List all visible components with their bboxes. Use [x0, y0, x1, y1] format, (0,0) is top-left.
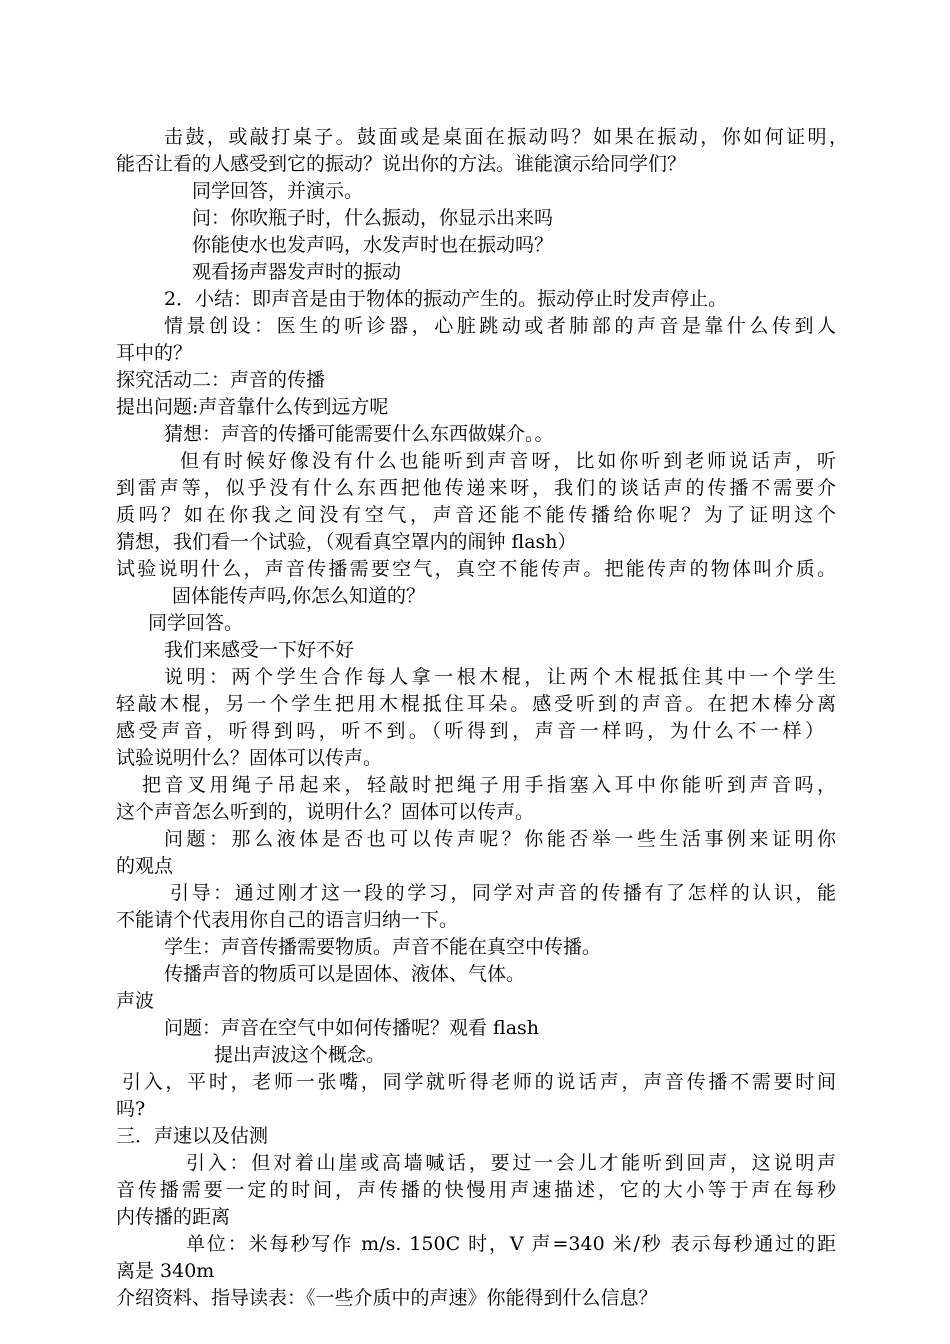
- paragraph-line: 提出声波这个概念。: [214, 1044, 386, 1066]
- paragraph-line: 这个声音怎么听到的，说明什么？固体可以传声。: [116, 801, 535, 823]
- paragraph-line: 引入：但对着山崖或高墙喊话，要过一会儿才能听到回声，这说明声: [186, 1152, 836, 1174]
- section-heading: 探究活动二：声音的传播: [116, 369, 326, 391]
- paragraph-line: 固体能传声吗,你怎么知道的？: [172, 585, 426, 607]
- paragraph-line: 击鼓，或敲打桌子。鼓面或是桌面在振动吗？如果在振动，你如何证明，: [164, 126, 848, 148]
- section-heading: 声波: [116, 990, 155, 1012]
- paragraph-line: 提出问题:声音靠什么传到远方呢: [116, 396, 389, 418]
- paragraph-line: 吗?: [116, 1098, 146, 1120]
- paragraph-line: 感受声音，听得到吗，听不到。（听得到，声音一样吗，为什么不一样）: [116, 720, 824, 742]
- paragraph-line: 离是 340m: [116, 1260, 215, 1282]
- paragraph-line: 2．小结：即声音是由于物体的振动产生的。振动停止时发声停止。: [164, 288, 728, 310]
- section-heading: 三．声速以及估测: [116, 1125, 269, 1147]
- paragraph-line: 问题：那么液体是否也可以传声呢？你能否举一些生活事例来证明你: [164, 828, 836, 850]
- paragraph-line: 引入，平时，老师一张嘴，同学就听得老师的说话声，声音传播不需要时间: [122, 1071, 836, 1093]
- paragraph-line: 的观点: [116, 855, 174, 877]
- paragraph-line: 到雷声等，似乎没有什么东西把他传递来呀，我们的谈话声的传播不需要介: [116, 477, 836, 499]
- paragraph-line: 你能使水也发声吗，水发声时也在振动吗？: [192, 234, 554, 256]
- paragraph-line: 情景创设：医生的听诊器，心脏跳动或者肺部的声音是靠什么传到人: [164, 315, 836, 337]
- paragraph-line: 质吗？如在你我之间没有空气，声音还能不能传播给你呢？为了证明这个: [116, 504, 836, 526]
- paragraph-line: 我们来感受一下好不好: [164, 639, 355, 661]
- paragraph-line: 说明：两个学生合作每人拿一根木棍，让两个木棍抵住其中一个学生: [164, 666, 836, 688]
- paragraph-line: 轻敲木棍，另一个学生把用木棍抵住耳朵。感受听到的声音。在把木棒分离: [116, 693, 836, 715]
- paragraph-line: 单位：米每秒写作 m/s. 150C 时，V 声=340 米/秒 表示每秒通过的距: [186, 1233, 836, 1255]
- paragraph-line: 同学回答，并演示。: [192, 180, 364, 202]
- paragraph-line: 观看扬声器发声时的振动: [192, 261, 402, 283]
- paragraph-line: 引导：通过刚才这一段的学习，同学对声音的传播有了怎样的认识，能: [170, 882, 836, 904]
- paragraph-line: 试验说明什么？固体可以传声。: [116, 747, 383, 769]
- paragraph-line: 问：你吹瓶子时，什么振动，你显示出来吗: [192, 207, 554, 229]
- paragraph-line: 猜想：声音的传播可能需要什么东西做媒介。。: [164, 423, 554, 445]
- paragraph-line: 传播声音的物质可以是固体、液体、气体。: [164, 963, 526, 985]
- paragraph-line: 音传播需要一定的时间，声传播的快慢用声速描述，它的大小等于声在每秒: [116, 1179, 836, 1201]
- paragraph-line: 介绍资料、指导读表：《一些介质中的声速》你能得到什么信息？: [116, 1287, 658, 1309]
- paragraph-line: 能否让看的人感受到它的振动？说出你的方法。谁能演示给同学们？: [116, 153, 687, 175]
- paragraph-line: 问题：声音在空气中如何传播呢？观看 flash: [164, 1017, 540, 1039]
- paragraph-line: 不能请个代表用你自己的语言归纳一下。: [116, 909, 459, 931]
- paragraph-line: 但有时候好像没有什么也能听到声音呀，比如你听到老师说话声，听: [180, 450, 836, 472]
- paragraph-line: 耳中的？: [116, 342, 193, 364]
- paragraph-line: 试验说明什么，声音传播需要空气，真空不能传声。把能传声的物体叫介质。: [116, 558, 836, 580]
- paragraph-line: 把音叉用绳子吊起来，轻敲时把绳子用手指塞入耳中你能听到声音吗，: [142, 774, 836, 796]
- paragraph-line: 同学回答。: [148, 612, 244, 634]
- paragraph-line: 学生：声音传播需要物质。声音不能在真空中传播。: [164, 936, 602, 958]
- paragraph-line: 内传播的距离: [116, 1206, 231, 1228]
- paragraph-line: 猜想，我们看一个试验，（观看真空罩内的闹钟 flash）: [116, 531, 577, 553]
